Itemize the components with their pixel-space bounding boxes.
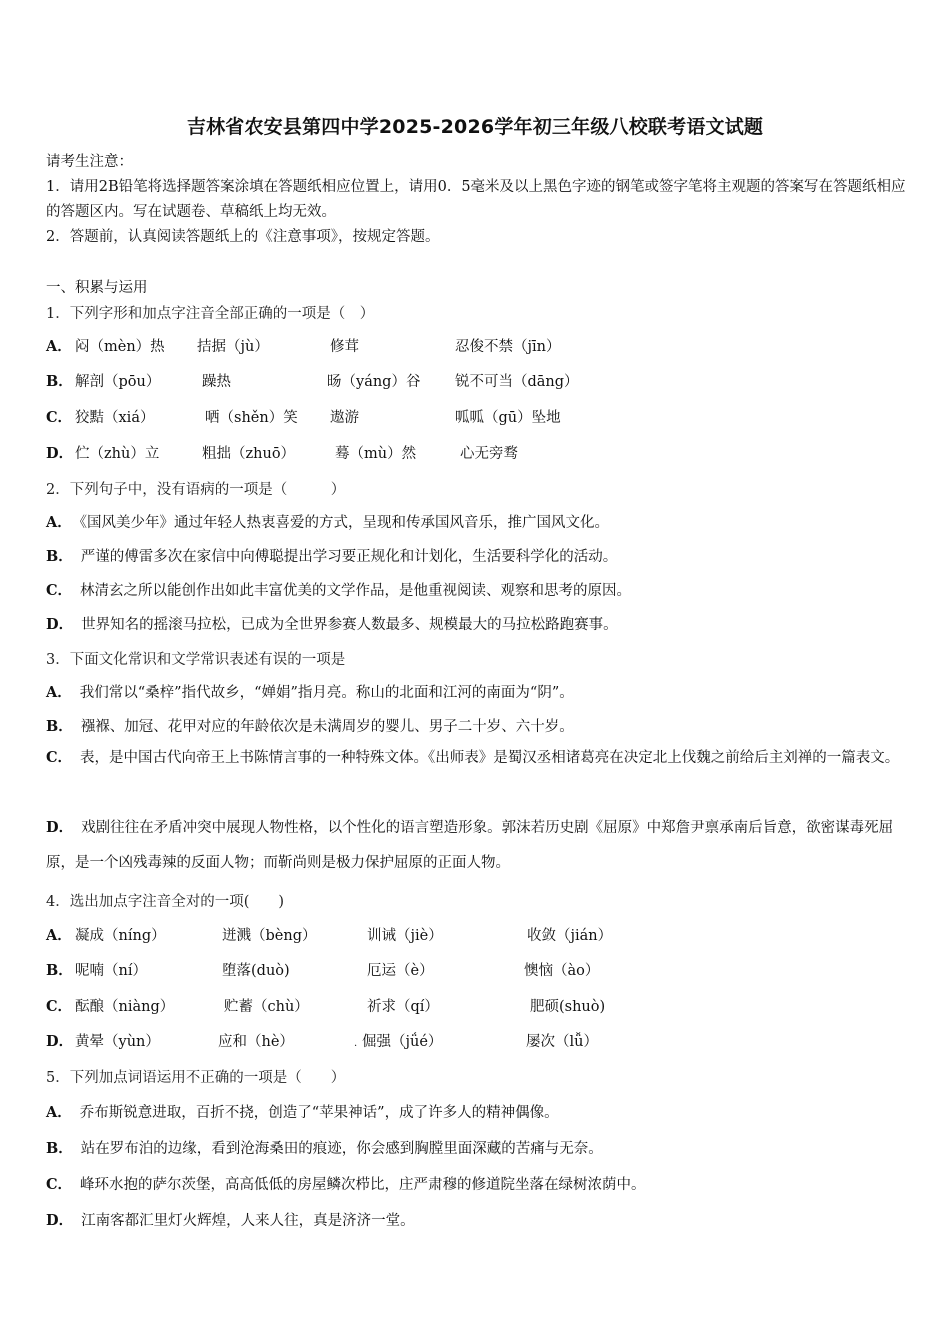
option-cell: 粗拙（zhuō） bbox=[202, 446, 296, 462]
option-label: B． bbox=[46, 962, 73, 979]
q2-option-a bbox=[46, 511, 609, 532]
emphasis-dot: . bbox=[354, 1038, 358, 1049]
option-cell: 训诫（jiè） bbox=[367, 928, 443, 944]
option-text: 林清玄之所以能创作出如此丰富优美的文学作品，是他重视阅读、观察和思考的原因。 bbox=[80, 583, 632, 599]
option-cell: 拮据（jù） bbox=[197, 339, 269, 355]
option-text: 乔布斯锐意进取，百折不挠，创造了“苹果神话”，成了许多人的精神偶像。 bbox=[79, 1105, 559, 1121]
option-cell: 心无旁骛 bbox=[460, 446, 518, 462]
option-text: 江南客都汇里灯火辉煌，人来人往，真是济济一堂。 bbox=[81, 1213, 415, 1229]
q2-option-c bbox=[46, 579, 631, 600]
option-text: 严谨的傅雷多次在家信中向傅聪提出学习要正规化和计划化，生活要科学化的活动。 bbox=[80, 549, 618, 565]
option-cell: 解剖（pōu） bbox=[75, 374, 161, 390]
option-cell: 懊恼（ào） bbox=[524, 963, 600, 979]
option-label: D． bbox=[46, 1212, 74, 1229]
option-cell: 祈求（qí） bbox=[367, 999, 439, 1015]
option-cell: 狡黠（xiá） bbox=[75, 410, 155, 426]
option-text: 站在罗布泊的边缘，看到沧海桑田的痕迹，你会感到胸膛里面深藏的苦痛与无奈。 bbox=[80, 1141, 603, 1157]
option-label: D． bbox=[46, 819, 74, 836]
option-cell: 贮蓄（chù） bbox=[224, 999, 309, 1015]
q5-option-d bbox=[46, 1209, 415, 1230]
section-heading: 一、积累与运用 bbox=[46, 280, 148, 296]
option-cell: 肥硕(shuò) bbox=[530, 999, 606, 1015]
option-text: 戏剧往往在矛盾冲突中展现人物性格，以个性化的语言塑造形象。郭沫若历史剧《屈原》中郑詹尹禀承南后旨意，欲密谋毒死屈原，是一个凶残毒辣的反面人物；而靳尚则是极力保护屈原的正面人物。 bbox=[46, 820, 894, 871]
q5-option-b bbox=[46, 1137, 603, 1158]
page-title: 吉林省农安县第四中学2025-2026学年初三年级八校联考语文试题 bbox=[186, 116, 764, 138]
notice-item-2: 2．答题前，认真阅读答题纸上的《注意事项》，按规定答题。 bbox=[46, 229, 440, 245]
option-label: C． bbox=[46, 749, 73, 766]
option-text: 襁褓、加冠、花甲对应的年龄依次是未满周岁的婴儿、男子二十岁、六十岁。 bbox=[80, 719, 574, 735]
notice-block bbox=[46, 150, 908, 250]
option-cell: 应和（hè） bbox=[218, 1034, 294, 1050]
option-label: B． bbox=[46, 718, 73, 735]
option-cell: 锐不可当（dāng） bbox=[455, 374, 579, 390]
option-cell: 闷（mèn）热 bbox=[75, 339, 165, 355]
option-cell: 倔强（jǘé） bbox=[362, 1034, 443, 1050]
option-text: 表，是中国古代向帝王上书陈情言事的一种特殊文体。《出师表》是蜀汉丞相诸葛亮在决定北上伐魏之前给后主刘禅的一篇表文。 bbox=[80, 750, 900, 766]
option-label: C． bbox=[46, 582, 73, 599]
option-cell: 凝成（níng） bbox=[75, 928, 166, 944]
q4-stem: 4．选出加点字注音全对的一项( ) bbox=[46, 894, 285, 910]
option-label: B． bbox=[46, 1140, 73, 1157]
option-cell: 收敛（jián） bbox=[527, 928, 613, 944]
q5-option-c bbox=[46, 1173, 646, 1194]
option-label: C． bbox=[46, 998, 73, 1015]
option-text: 《国风美少年》通过年轻人热衷喜爱的方式，呈现和传承国风音乐，推广国风文化。 bbox=[79, 515, 610, 531]
option-cell: 哂（shěn）笑 bbox=[205, 410, 298, 426]
option-text: 峰环水抱的萨尔茨堡，高高低低的房屋鳞次栉比，庄严肃穆的修道院坐落在绿树浓荫中。 bbox=[80, 1177, 646, 1193]
q5-stem: 5．下列加点词语运用不正确的一项是（ ） bbox=[46, 1070, 346, 1086]
option-label: A． bbox=[46, 338, 72, 355]
option-cell: 蓦（mù）然 bbox=[335, 446, 417, 462]
option-label: C． bbox=[46, 409, 73, 426]
option-cell: 伫（zhù）立 bbox=[75, 446, 160, 462]
option-cell: 呢喃（ní） bbox=[75, 963, 147, 979]
option-label: A． bbox=[46, 514, 72, 531]
option-label: D． bbox=[46, 1033, 74, 1050]
option-cell: 忍俊不禁（jīn） bbox=[455, 339, 561, 355]
option-label: B． bbox=[46, 548, 73, 565]
option-cell: 修茸 bbox=[330, 339, 359, 355]
option-label: A． bbox=[46, 1104, 72, 1121]
option-cell: 躁热 bbox=[202, 374, 231, 390]
option-cell: 酝酿（niàng） bbox=[75, 999, 175, 1015]
q3-option-d bbox=[46, 810, 908, 881]
option-cell: 厄运（è） bbox=[367, 963, 434, 979]
option-label: A． bbox=[46, 684, 72, 701]
option-cell: 堕落(duò) bbox=[222, 963, 290, 979]
option-cell: 旸（yáng）谷 bbox=[327, 374, 421, 390]
q3-option-b bbox=[46, 715, 574, 736]
q2-option-b bbox=[46, 545, 617, 566]
q5-option-a bbox=[46, 1101, 559, 1122]
notice-heading: 请考生注意： bbox=[46, 154, 133, 170]
option-text: 我们常以“桑梓”指代故乡，“婵娟”指月亮。称山的北面和江河的南面为“阴”。 bbox=[79, 685, 574, 701]
q3-option-a bbox=[46, 681, 574, 702]
option-label: B． bbox=[46, 373, 73, 390]
option-cell: 呱呱（gū）坠地 bbox=[455, 410, 561, 426]
option-label: C． bbox=[46, 1176, 73, 1193]
option-label: D． bbox=[46, 445, 74, 462]
q2-option-d bbox=[46, 613, 618, 634]
option-label: A． bbox=[46, 927, 72, 944]
q3-stem: 3．下面文化常识和文学常识表述有误的一项是 bbox=[46, 652, 346, 668]
option-cell: 黄晕（yùn） bbox=[75, 1034, 160, 1050]
option-label: D． bbox=[46, 616, 74, 633]
option-text: 世界知名的摇滚马拉松，已成为全世界参赛人数最多、规模最大的马拉松路跑赛事。 bbox=[81, 617, 618, 633]
option-cell: 遨游 bbox=[330, 410, 359, 426]
q1-stem: 1．下列字形和加点字注音全部正确的一项是（ ） bbox=[46, 306, 375, 322]
q2-stem: 2．下列句子中，没有语病的一项是（ ） bbox=[46, 482, 346, 498]
notice-item-1: 1．请用2B铅笔将选择题答案涂填在答题纸相应位置上，请用0．5毫米及以上黑色字迹的钢笔或签字笔将主观题的答案写在答题纸相应的答题区内。写在试题卷、草稿纸上均无效。 bbox=[46, 179, 906, 220]
option-cell: 屡次（lǚ） bbox=[526, 1034, 598, 1050]
option-cell: 迸溅（bèng） bbox=[222, 928, 317, 944]
q3-option-c bbox=[46, 740, 908, 776]
